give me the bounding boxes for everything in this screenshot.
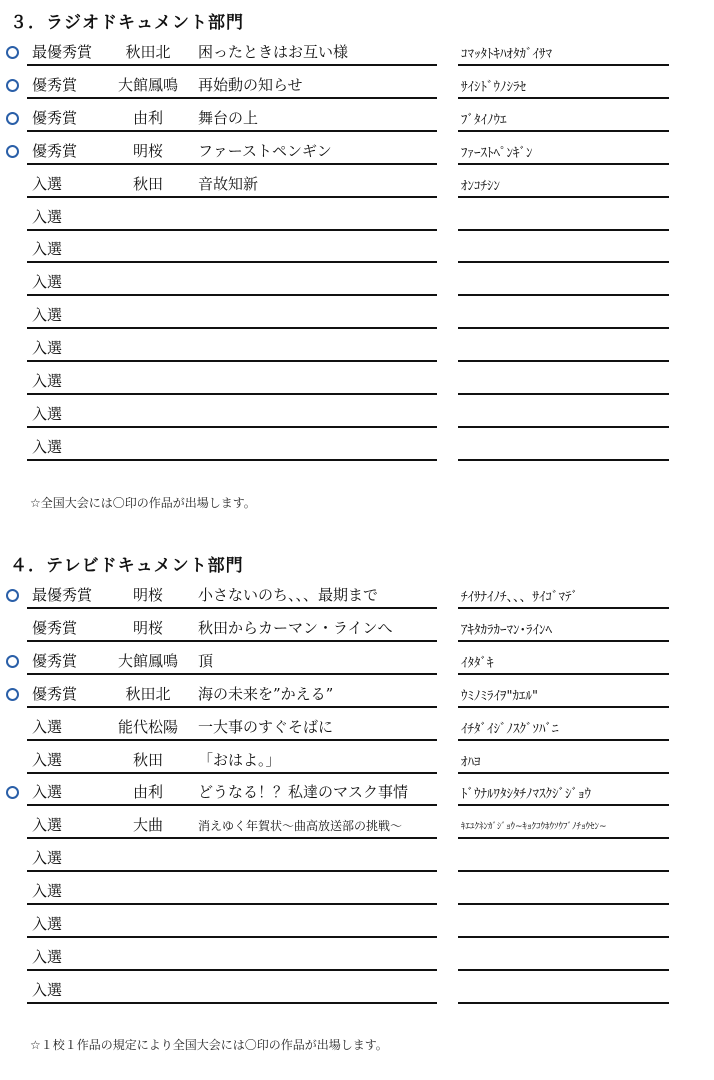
entry-row [0, 433, 714, 466]
award-label: 最優秀賞 [32, 586, 93, 604]
underline-left [27, 706, 437, 708]
work-title: ファーストペンギン [198, 141, 332, 160]
award-label: 優秀賞 [32, 75, 78, 94]
entry-row [0, 976, 714, 1009]
underline-right [458, 673, 669, 675]
section-title-tv: ４．テレビドキュメント部門 [10, 556, 244, 576]
award-label: 優秀賞 [32, 651, 78, 670]
selected-circle-mark [6, 112, 19, 125]
entry-row [0, 334, 714, 367]
entry-row [0, 367, 714, 400]
entry-row [0, 104, 714, 137]
underline-right [458, 936, 669, 938]
entry-row [0, 713, 714, 746]
underline-left [27, 837, 437, 839]
entry-row [0, 877, 714, 910]
underline-left [27, 804, 437, 806]
section-title-radio: ３．ラジオドキュメント部門 [10, 13, 244, 33]
work-title: 困ったときはお互い様 [198, 43, 349, 61]
award-label: 入選 [32, 980, 63, 999]
underline-right [458, 640, 669, 642]
work-title-kana: ｵﾝｺﾁｼﾝ [461, 178, 500, 194]
selected-circle-mark [6, 655, 19, 668]
award-label: 入選 [32, 816, 63, 835]
award-label: 入選 [32, 437, 63, 456]
work-title-kana: ｲﾁﾀﾞｲｼﾞﾉｽｸﾞｿﾊﾞﾆ [461, 721, 559, 737]
work-title-kana: ｳﾐﾉﾐﾗｲｦ"ｶｴﾙ" [461, 688, 538, 704]
work-title: 再始動の知らせ [198, 75, 303, 94]
award-label: 入選 [32, 783, 63, 802]
underline-right [458, 130, 669, 132]
award-label: 入選 [32, 372, 63, 390]
entry-row [0, 38, 714, 71]
school-name: 秋田 [132, 750, 163, 769]
work-title: どうなる！？私達のマスク事情 [198, 783, 409, 802]
work-title: 海の未来を”かえる” [198, 684, 334, 703]
underline-right [458, 607, 669, 609]
award-label: 入選 [32, 240, 63, 259]
underline-right [458, 706, 669, 708]
award-label: 優秀賞 [32, 618, 78, 637]
underline-left [27, 870, 437, 872]
work-title: 消えゆく年賀状～曲高放送部の挑戦～ [198, 819, 403, 834]
underline-right [458, 804, 669, 806]
underline-left [27, 459, 437, 461]
underline-right [458, 969, 669, 971]
underline-right [458, 97, 669, 99]
underline-right [458, 196, 669, 198]
tv-note: ☆１校１作品の規定により全国大会には〇印の作品が出場します。 [30, 1038, 388, 1052]
work-title: 音故知新 [198, 174, 259, 193]
underline-right [458, 837, 669, 839]
entry-row [0, 203, 714, 236]
entry-row [0, 268, 714, 301]
underline-right [458, 229, 669, 231]
work-title-kana: ﾁｲｻﾅｲﾉﾁ、、、ｻｲｺﾞﾏﾃﾞ [461, 590, 579, 605]
underline-left [27, 673, 437, 675]
entry-row [0, 614, 714, 647]
entry-row [0, 943, 714, 976]
work-title: 頂 [198, 651, 214, 670]
selected-circle-mark [6, 145, 19, 158]
award-label: 入選 [32, 750, 63, 769]
radio-note: ☆全国大会には〇印の作品が出場します。 [30, 496, 256, 510]
school-name: 大館鳳鳴 [117, 75, 178, 94]
work-title-kana: ｺﾏｯﾀﾄｷﾊｵﾀｶﾞｲｻﾏ [461, 47, 552, 62]
award-label: 入選 [32, 404, 63, 423]
underline-right [458, 772, 669, 774]
award-label: 優秀賞 [32, 141, 78, 160]
entry-row [0, 647, 714, 680]
school-name: 由利 [132, 783, 163, 802]
award-label: 最優秀賞 [32, 43, 93, 61]
underline-right [458, 870, 669, 872]
entry-row [0, 581, 714, 614]
selected-circle-mark [6, 79, 19, 92]
entry-row [0, 778, 714, 811]
underline-left [27, 360, 437, 362]
underline-right [458, 459, 669, 461]
underline-left [27, 969, 437, 971]
underline-left [27, 97, 437, 99]
underline-left [27, 640, 437, 642]
entry-row [0, 137, 714, 170]
underline-left [27, 261, 437, 263]
underline-right [458, 393, 669, 395]
entry-row [0, 71, 714, 104]
underline-right [458, 64, 669, 66]
underline-left [27, 426, 437, 428]
underline-left [27, 294, 437, 296]
school-name: 大館鳳鳴 [117, 651, 178, 670]
school-name: 能代松陽 [117, 717, 178, 736]
underline-left [27, 229, 437, 231]
award-label: 入選 [32, 339, 63, 358]
entry-row [0, 844, 714, 877]
work-title-kana: ﾌｧｰｽﾄﾍﾟﾝｷﾞﾝ [461, 145, 533, 161]
school-name: 大曲 [132, 816, 163, 835]
underline-left [27, 772, 437, 774]
selected-circle-mark [6, 786, 19, 799]
work-title-kana: ｲﾀﾀﾞｷ [461, 655, 494, 671]
underline-right [458, 163, 669, 165]
work-title: 「おはよ。」 [198, 750, 281, 769]
award-label: 入選 [32, 717, 63, 736]
work-title-kana: ｵﾊﾖ [461, 754, 481, 770]
underline-left [27, 64, 437, 66]
work-title: 秋田からカーマン・ラインへ [198, 618, 393, 637]
award-label: 入選 [32, 849, 63, 868]
underline-right [458, 903, 669, 905]
award-label: 入選 [32, 207, 63, 226]
work-title-kana: ｱｷﾀｶﾗｶｰﾏﾝ･ﾗｲﾝﾍ [461, 622, 552, 638]
underline-left [27, 393, 437, 395]
work-title-kana: ﾄﾞｳﾅﾙﾜﾀｼﾀﾁﾉﾏｽｸｼﾞｼﾞｮｳ [461, 787, 591, 803]
work-title-kana: ｻｲｼﾄﾞｳﾉｼﾗｾ [461, 79, 526, 95]
underline-right [458, 261, 669, 263]
school-name: 秋田 [132, 174, 163, 193]
school-name: 秋田北 [125, 43, 171, 61]
work-title: 舞台の上 [198, 108, 259, 127]
entry-row [0, 910, 714, 943]
award-label: 優秀賞 [32, 684, 78, 703]
underline-right [458, 1002, 669, 1004]
award-label: 入選 [32, 306, 63, 325]
entry-row [0, 746, 714, 779]
underline-right [458, 739, 669, 741]
underline-left [27, 163, 437, 165]
work-title: 一大事のすぐそばに [198, 717, 334, 736]
award-label: 入選 [32, 273, 63, 292]
school-name: 明桜 [132, 141, 163, 160]
entry-row [0, 170, 714, 203]
entry-row [0, 235, 714, 268]
underline-right [458, 327, 669, 329]
underline-left [27, 903, 437, 905]
underline-left [27, 1002, 437, 1004]
work-title-kana: ﾌﾞﾀｲﾉｳｴ [461, 112, 507, 128]
entry-row [0, 680, 714, 713]
underline-right [458, 360, 669, 362]
entry-row [0, 811, 714, 844]
award-label: 入選 [32, 174, 63, 193]
selected-circle-mark [6, 46, 19, 59]
underline-right [458, 294, 669, 296]
work-title-kana: ｷｴﾕｸﾈﾝｶﾞｼﾞｮｳ~ｷｮｸｺｳﾎｳｿｳﾌﾞﾉﾁｮｳｾﾝ~ [461, 822, 607, 833]
work-title: 小さないのち、、、最期まで [198, 586, 379, 604]
award-label: 入選 [32, 947, 63, 966]
underline-right [458, 426, 669, 428]
entry-row [0, 400, 714, 433]
school-name: 明桜 [132, 586, 163, 604]
underline-left [27, 196, 437, 198]
award-label: 入選 [32, 882, 63, 901]
underline-left [27, 130, 437, 132]
award-label: 優秀賞 [32, 108, 78, 127]
award-label: 入選 [32, 915, 63, 933]
school-name: 由利 [132, 108, 163, 127]
selected-circle-mark [6, 688, 19, 701]
selected-circle-mark [6, 589, 19, 602]
school-name: 秋田北 [125, 684, 171, 703]
underline-left [27, 936, 437, 938]
underline-left [27, 739, 437, 741]
entry-row [0, 301, 714, 334]
underline-left [27, 327, 437, 329]
underline-left [27, 607, 437, 609]
school-name: 明桜 [132, 618, 163, 637]
